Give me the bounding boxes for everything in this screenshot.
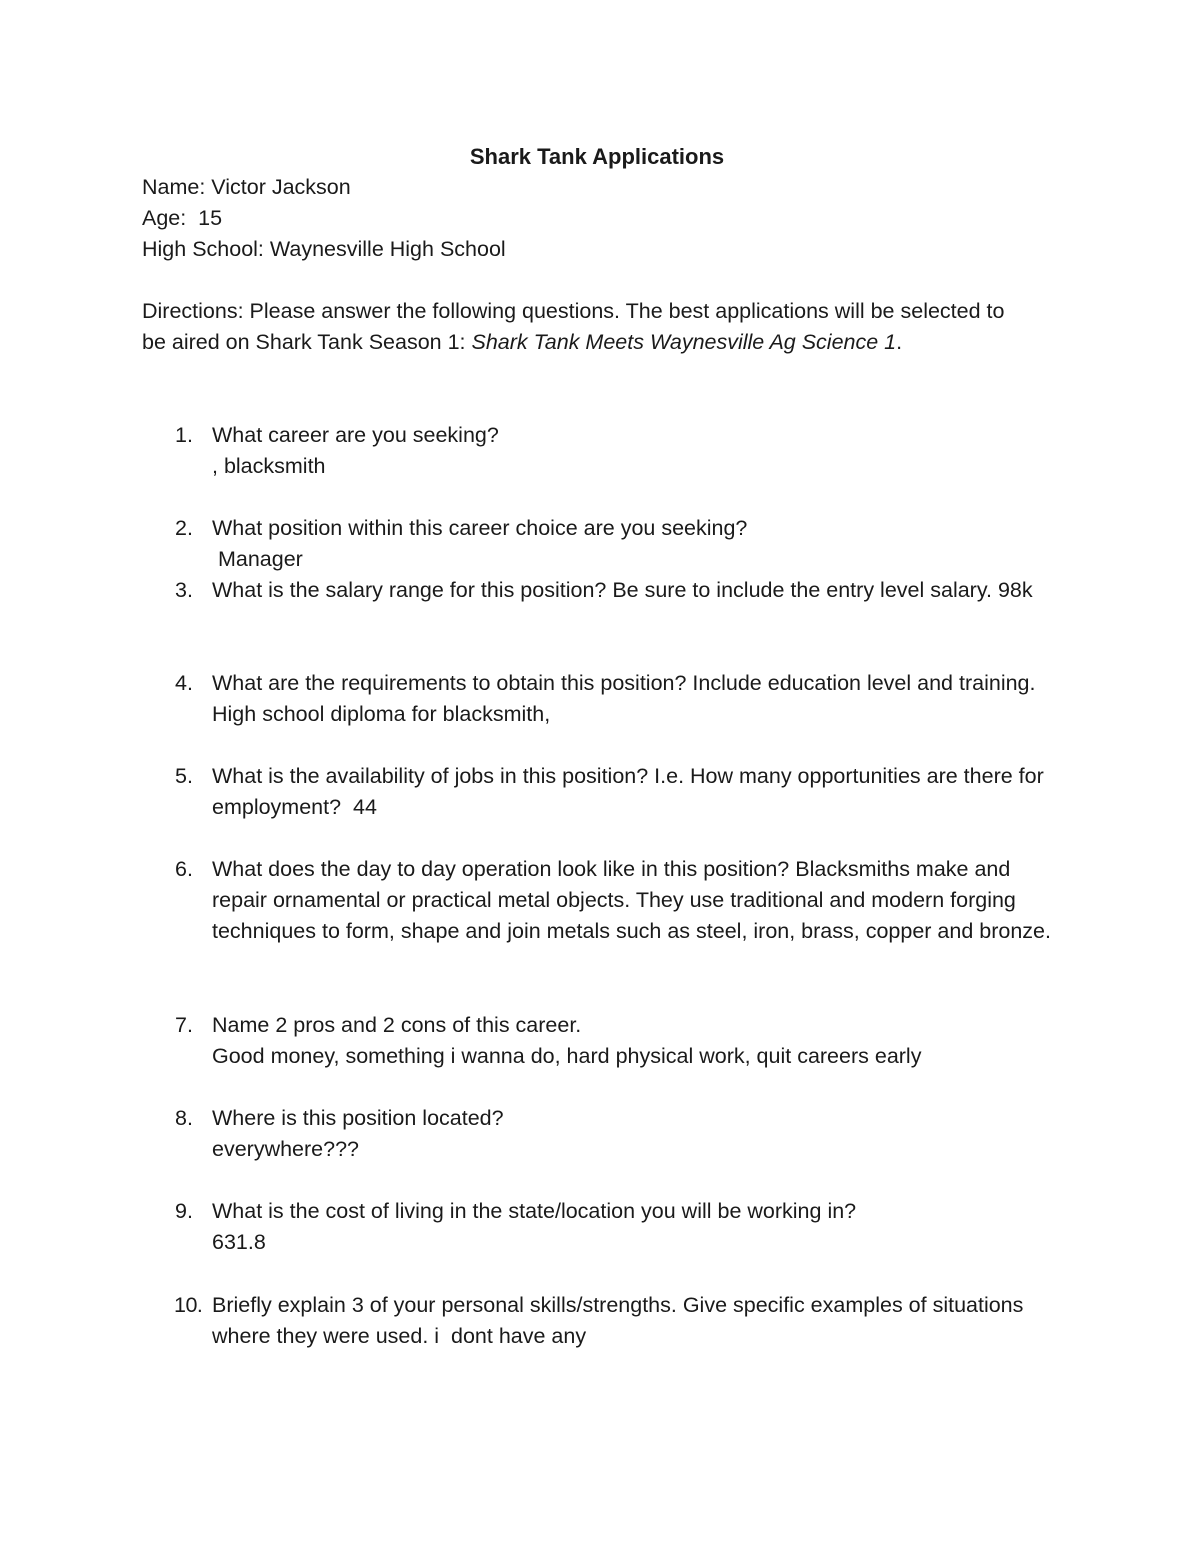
directions-paragraph	[142, 296, 1022, 358]
question-number: 1.	[175, 423, 193, 447]
question-number: 2.	[175, 516, 193, 540]
directions-italic: Shark Tank Meets Waynesville Ag Science 1	[471, 330, 897, 354]
question-text: What career are you seeking?	[212, 423, 499, 447]
answer-text: 98k	[991, 578, 1033, 602]
answer-text: Good money, something i wanna do, hard physical work, quit careers early	[212, 1044, 922, 1068]
question-item-1	[142, 420, 1042, 482]
question-item-8	[142, 1103, 1042, 1165]
answer-text: i dont have any	[428, 1324, 587, 1348]
answer-text: Blacksmiths make and repair ornamental or practical metal objects. They use traditional and modern forging techniques to form, shape and join metals such as steel, iron, brass, copper and bronze.	[212, 857, 1051, 943]
question-item-6	[142, 854, 1051, 947]
question-item-10	[142, 1290, 1042, 1352]
question-number: 10.	[174, 1293, 203, 1317]
question-text: Where is this position located?	[212, 1106, 504, 1130]
question-item-9	[142, 1196, 1042, 1258]
question-number: 3.	[175, 578, 193, 602]
question-number: 5.	[175, 764, 193, 788]
question-text: What is the availability of jobs in this position? I.e. How many opportunities are there for employment?	[212, 764, 1050, 819]
question-number: 4.	[175, 671, 193, 695]
question-item-7	[142, 1010, 1042, 1072]
question-item-2	[142, 513, 1042, 575]
directions-end: .	[896, 330, 903, 354]
question-text: What are the requirements to obtain this position? Include education level and training.	[212, 671, 1036, 695]
name-line: Name: Victor Jackson	[142, 175, 351, 199]
question-text: What does the day to day operation look like in this position?	[212, 857, 790, 881]
question-number: 6.	[175, 857, 193, 881]
applicant-info	[142, 172, 506, 265]
answer-text: , blacksmith	[212, 454, 326, 478]
answer-text: 631.8	[212, 1230, 266, 1254]
question-item-4	[142, 668, 1048, 730]
answer-text: everywhere???	[212, 1137, 360, 1161]
question-item-5	[142, 761, 1050, 823]
question-text: Briefly explain 3 of your personal skills/strengths. Give specific examples of situations where they were used.	[212, 1293, 1030, 1348]
question-text: Name 2 pros and 2 cons of this career.	[212, 1013, 582, 1037]
question-text: What is the cost of living in the state/location you will be working in?	[212, 1199, 857, 1223]
school-line: High School: Waynesville High School	[142, 237, 506, 261]
question-number: 8.	[175, 1106, 193, 1130]
answer-text: 44	[341, 795, 377, 819]
question-number: 9.	[175, 1199, 193, 1223]
age-line: Age: 15	[142, 206, 223, 230]
answer-text: Manager	[212, 547, 303, 571]
question-number: 7.	[175, 1013, 193, 1037]
answer-text: High school diploma for blacksmith,	[212, 671, 1048, 726]
question-text: What position within this career choice are you seeking?	[212, 516, 748, 540]
directions-text: Directions: Please answer the following questions. The best applications will be selected to be aired on Shark Tank Season 1:	[142, 299, 1005, 354]
question-text: What is the salary range for this position? Be sure to include the entry level salary.	[212, 578, 992, 602]
question-item-3	[142, 575, 1042, 606]
document-title: Shark Tank Applications	[469, 144, 725, 169]
